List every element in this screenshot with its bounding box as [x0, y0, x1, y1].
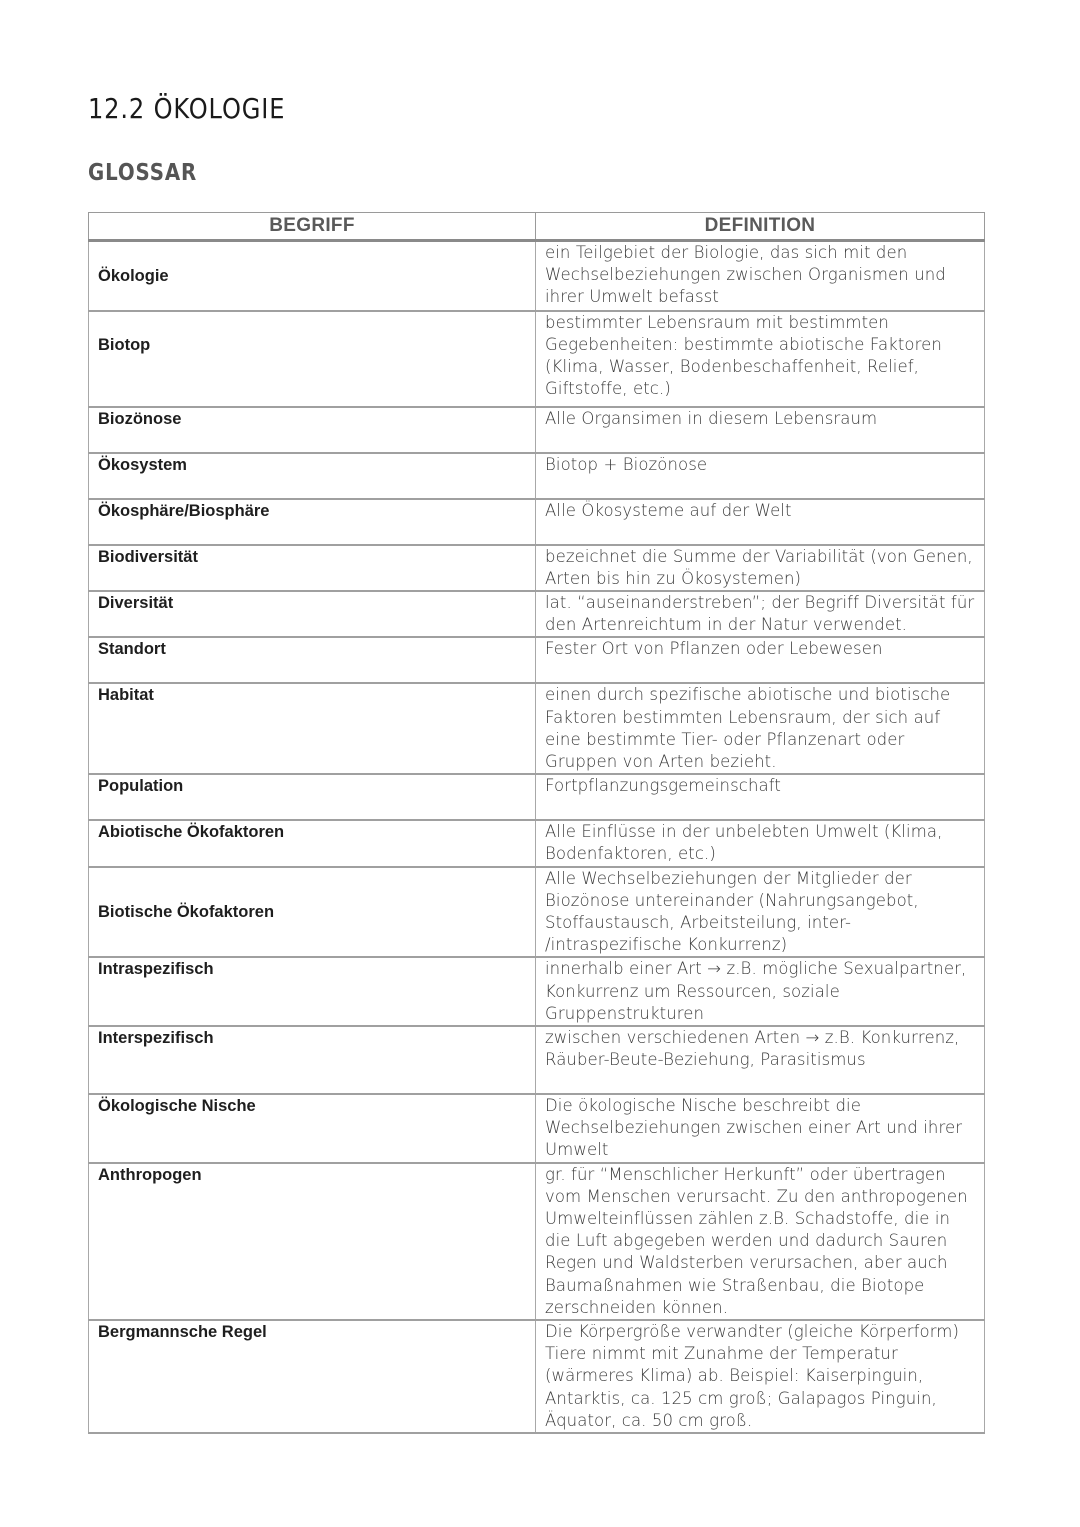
definition-cell: Alle Ökosysteme auf der Welt — [536, 499, 985, 545]
table-row — [89, 867, 985, 958]
definition-cell: bezeichnet die Summe der Variabilität (von Genen, Arten bis hin zu Ökosystemen) — [536, 545, 985, 591]
glossary-table — [88, 212, 985, 1434]
table-row — [89, 957, 985, 1026]
table-row — [89, 311, 985, 407]
definition-cell: einen durch spezifische abiotische und biotische Faktoren bestimmten Lebensraum, der sich auf eine bestimmte Tier- oder Pflanzenart oder Gruppen von Arten bezieht. — [536, 683, 985, 774]
definition-cell: Fester Ort von Pflanzen oder Lebewesen — [536, 637, 985, 683]
table-row — [89, 1320, 985, 1433]
term-cell: Ökologische Nische — [89, 1094, 536, 1163]
definition-cell: Biotop + Biozönose — [536, 453, 985, 499]
definition-cell: gr. für “Menschlicher Herkunft” oder übertragen vom Menschen verursacht. Zu den anthropogenen Umwelteinflüssen zählen z.B. Schadstoffe, die in die Luft abgegeben werden und dadurch Sauren Regen und Waldsterben verursachen, aber auch Baumaßnahmen wie Straßenbau, die Biotope zerschneiden können. — [536, 1163, 985, 1320]
term-cell: Habitat — [89, 683, 536, 774]
table-row — [89, 637, 985, 683]
term-cell: Anthropogen — [89, 1163, 536, 1320]
term-cell: Diversität — [89, 591, 536, 637]
definition-cell: bestimmter Lebensraum mit bestimmten Gegebenheiten: bestimmte abiotische Faktoren (Klima, Wasser, Bodenbeschaffenheit, Relief, Giftstoffe, etc.) — [536, 311, 985, 407]
definition-cell: ein Teilgebiet der Biologie, das sich mit den Wechselbeziehungen zwischen Organismen und ihrer Umwelt befasst — [536, 241, 985, 311]
definition-cell: lat. “auseinanderstreben”; der Begriff Diversität für den Artenreichtum in der Natur verwendet. — [536, 591, 985, 637]
table-row — [89, 1094, 985, 1163]
definition-cell: Alle Einflüsse in der unbelebten Umwelt (Klima, Bodenfaktoren, etc.) — [536, 820, 985, 866]
term-cell: Biotische Ökofaktoren — [89, 867, 536, 958]
table-row — [89, 241, 985, 311]
definition-cell: zwischen verschiedenen Arten → z.B. Konkurrenz, Räuber-Beute-Beziehung, Parasitismus — [536, 1026, 985, 1094]
term-cell: Ökosphäre/Biosphäre — [89, 499, 536, 545]
term-cell: Biodiversität — [89, 545, 536, 591]
definition-cell: Alle Organsimen in diesem Lebensraum — [536, 407, 985, 453]
term-cell: Ökologie — [89, 241, 536, 311]
table-row — [89, 1026, 985, 1094]
table-row — [89, 545, 985, 591]
column-header-term: BEGRIFF — [89, 213, 536, 241]
definition-cell: Alle Wechselbeziehungen der Mitglieder der Biozönose untereinander (Nahrungsangebot, Stoffaustausch, Arbeitsteilung, inter- /intraspezifische Konkurrenz) — [536, 867, 985, 958]
table-row — [89, 774, 985, 820]
term-cell: Standort — [89, 637, 536, 683]
term-cell: Biozönose — [89, 407, 536, 453]
definition-cell: Die ökologische Nische beschreibt die Wechselbeziehungen zwischen einer Art und ihrer Umwelt — [536, 1094, 985, 1163]
term-cell: Biotop — [89, 311, 536, 407]
section-title: GLOSSAR — [88, 160, 198, 186]
table-row — [89, 499, 985, 545]
table-row — [89, 820, 985, 866]
term-cell: Intraspezifisch — [89, 957, 536, 1026]
term-cell: Abiotische Ökofaktoren — [89, 820, 536, 866]
table-row — [89, 1163, 985, 1320]
term-cell: Bergmannsche Regel — [89, 1320, 536, 1433]
definition-cell: Die Körpergröße verwandter (gleiche Körperform) Tiere nimmt mit Zunahme der Temperatur (wärmeres Klima) ab. Beispiel: Kaiserpinguin, Antarktis, ca. 125 cm groß; Galapagos Pinguin, Äquator, ca. 50 cm groß. — [536, 1320, 985, 1433]
definition-cell: Fortpflanzungsgemeinschaft — [536, 774, 985, 820]
term-cell: Population — [89, 774, 536, 820]
term-cell: Ökosystem — [89, 453, 536, 499]
definition-cell: innerhalb einer Art → z.B. mögliche Sexualpartner, Konkurrenz um Ressourcen, soziale Gruppenstrukturen — [536, 957, 985, 1026]
table-row — [89, 683, 985, 774]
table-row — [89, 407, 985, 453]
column-header-definition: DEFINITION — [536, 213, 985, 241]
page-title: 12.2 ÖKOLOGIE — [88, 92, 286, 125]
table-row — [89, 591, 985, 637]
term-cell: Interspezifisch — [89, 1026, 536, 1094]
table-row — [89, 453, 985, 499]
table-header-row — [89, 213, 985, 241]
